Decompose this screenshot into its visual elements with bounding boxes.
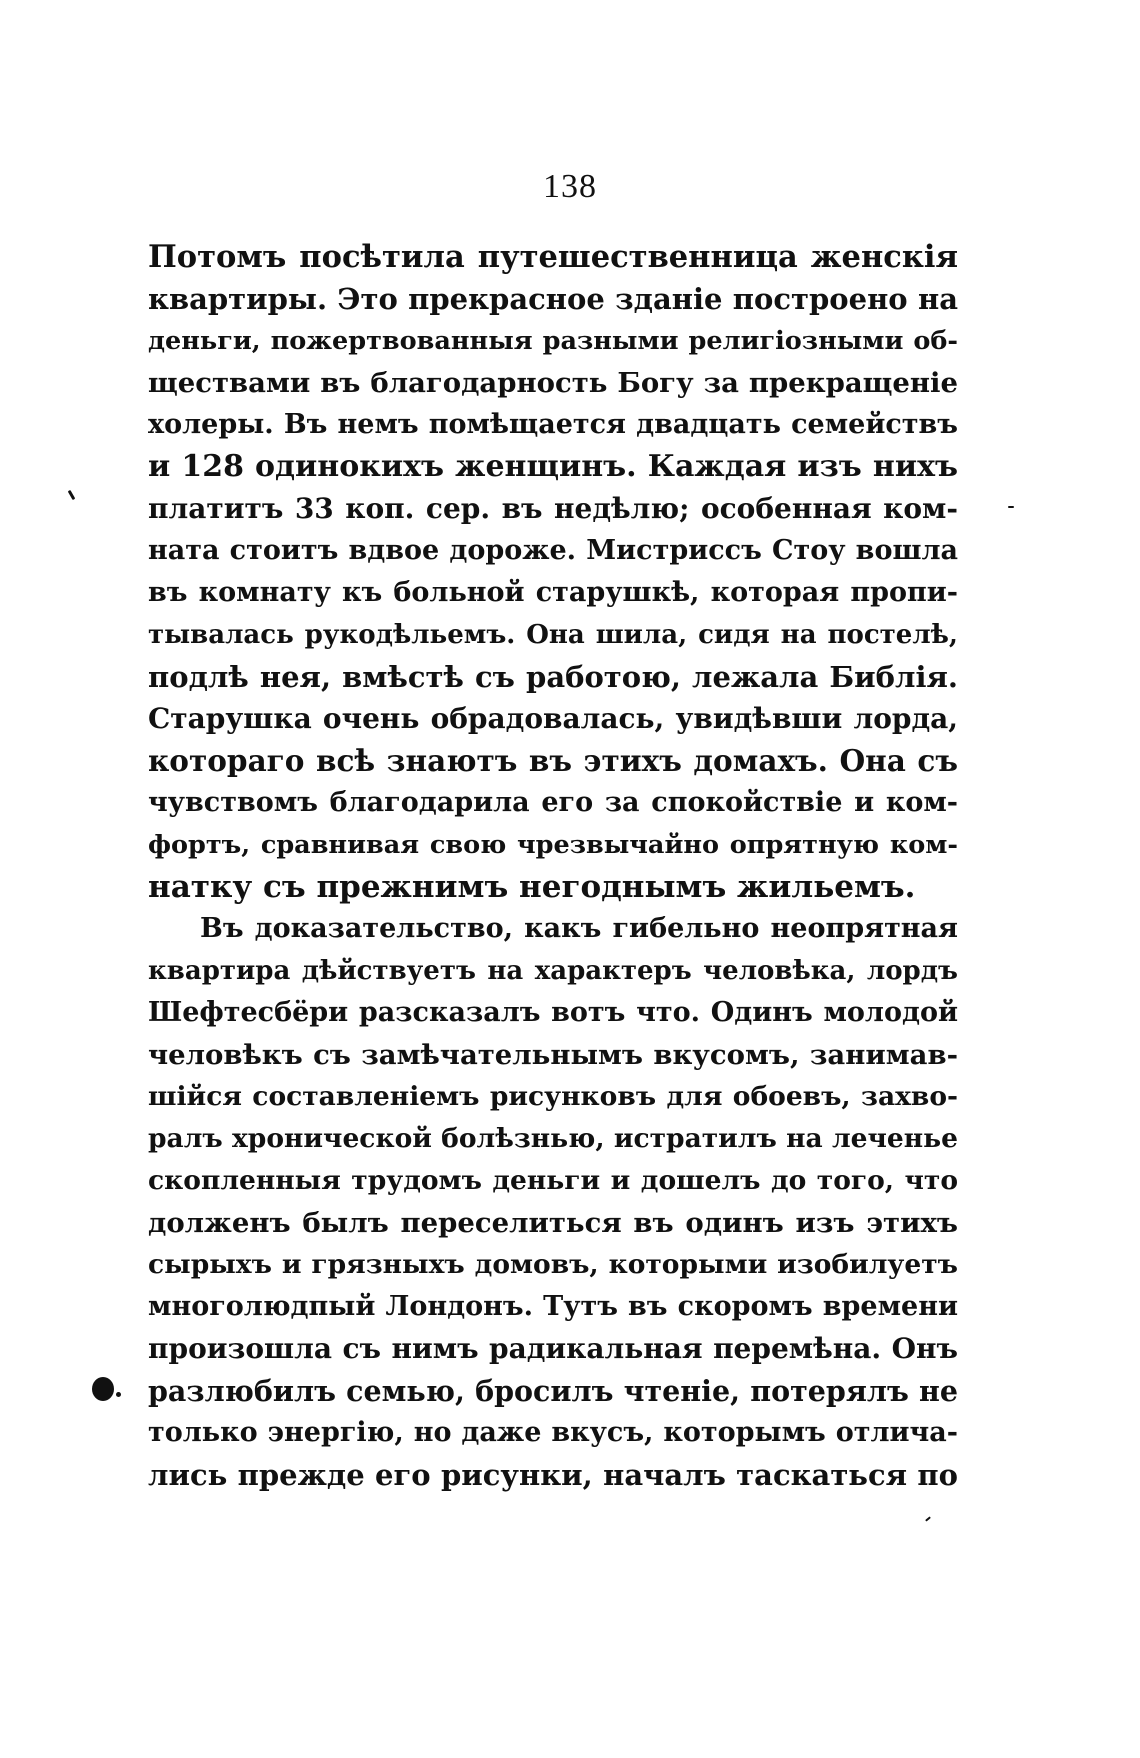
text-line: тывалась рукодѣльемъ. Она шила, сидя на постелѣ, <box>148 620 958 650</box>
margin-mark <box>925 1516 931 1521</box>
text-line: въ комнату къ больной старушкѣ, которая пропи- <box>148 577 958 608</box>
text-line: разлюбилъ семью, бросилъ чтеніе, потерялъ не <box>148 1374 958 1408</box>
text-line: многолюдпый Лондонъ. Тутъ въ скоромъ времени <box>148 1291 958 1322</box>
margin-mark <box>68 490 76 500</box>
text-line: сырыхъ и грязныхъ домовъ, которыми изобилуетъ <box>148 1249 958 1280</box>
text-line: квартиры. Это прекрасное зданіе построено на <box>148 282 958 316</box>
body-text <box>148 236 958 1496</box>
paragraph-2 <box>148 908 958 1496</box>
text-line: произошла съ нимъ радикальная перемѣна. Онъ <box>148 1332 958 1365</box>
ink-blot <box>116 1392 121 1397</box>
text-line: человѣкъ съ замѣчательнымъ вкусомъ, занимав- <box>148 1039 958 1071</box>
text-line: котораго всѣ знаютъ въ этихъ домахъ. Она съ <box>148 743 958 778</box>
text-line: подлѣ нея, вмѣстѣ съ работою, лежала Библія. <box>148 660 958 694</box>
text-line: и 128 одинокихъ женщинъ. Каждая изъ нихъ <box>148 449 958 484</box>
text-line: ществами въ благодарность Богу за прекращеніе <box>148 367 958 399</box>
text-line: шійся составленіемъ рисунковъ для обоевъ, захво- <box>148 1081 958 1112</box>
text-line: чувствомъ благодарила его за спокойствіе и ком- <box>148 787 958 818</box>
text-line: скопленныя трудомъ деньги и дошелъ до того, что <box>148 1165 958 1196</box>
text-line: деньги, пожертвованныя разными религіозными об- <box>148 326 958 356</box>
text-line: Потомъ посѣтила путешественница женскія <box>148 239 958 275</box>
text-line: фортъ, сравнивая свою чрезвычайно опрятную ком- <box>148 830 958 860</box>
text-line: ната стоитъ вдвое дороже. Мистриссъ Стоу вошла <box>148 535 958 566</box>
text-line: лись прежде его рисунки, началъ таскаться по <box>148 1458 958 1492</box>
page-number: 138 <box>543 168 597 205</box>
text-line: долженъ былъ переселиться въ одинъ изъ этихъ <box>148 1207 958 1239</box>
margin-mark <box>1008 506 1014 508</box>
text-line: Шефтесбёри разсказалъ вотъ что. Одинъ молодой <box>148 997 958 1028</box>
text-line: только энергію, но даже вкусъ, которымъ отлича- <box>148 1417 958 1448</box>
text-line: натку съ прежнимъ негоднымъ жильемъ. <box>148 869 916 905</box>
text-line: квартира дѣйствуетъ на характеръ человѣка, лордъ <box>148 956 958 986</box>
text-line: холеры. Въ немъ помѣщается двадцать семействъ <box>148 409 958 440</box>
text-line: Старушка очень обрадовалась, увидѣвши лорда, <box>148 702 958 735</box>
text-line: ралъ хронической болѣзнью, истратилъ на леченье <box>148 1123 958 1154</box>
ink-blot <box>92 1377 114 1401</box>
paragraph-1 <box>148 236 958 908</box>
text-line: платитъ 33 коп. сер. въ недѣлю; особенная ком- <box>148 492 958 525</box>
text-line: Въ доказательство, какъ гибельно неопрятная <box>200 913 958 944</box>
